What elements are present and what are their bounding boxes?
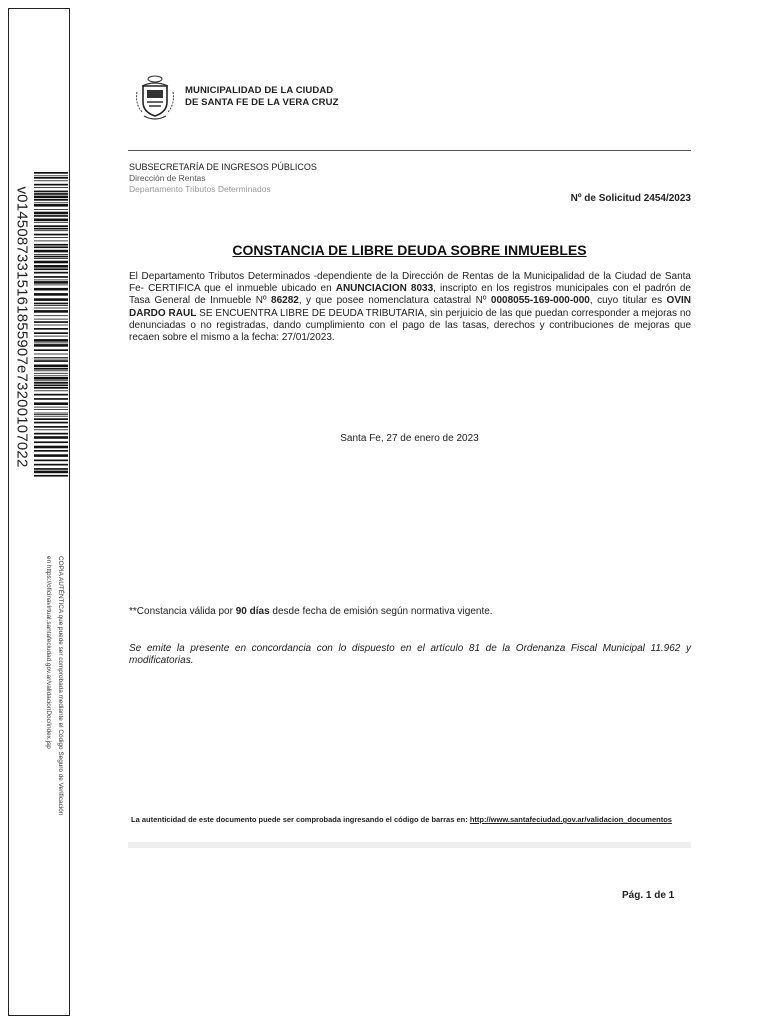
barcode-bar: [34, 191, 68, 193]
municipal-seal-icon: [134, 70, 176, 122]
validation-link[interactable]: http://www.santafeciudad.gov.ar/validacion_documentos: [469, 815, 672, 824]
barcode-bar: [34, 234, 68, 236]
barcode-bar: [34, 375, 68, 376]
barcode-bar: [34, 244, 68, 246]
paragraph-part: , y que posee nomenclatura catastral Nº: [298, 295, 491, 307]
barcode-bar: [34, 215, 68, 217]
barcode-bar: [34, 418, 68, 420]
barcode-bar: [34, 321, 68, 323]
barcode-bar: [34, 354, 68, 355]
barcode-bar: [34, 256, 68, 258]
barcode: [34, 172, 68, 478]
barcode-bar: [34, 344, 68, 347]
barcode-bar: [34, 475, 68, 477]
barcode-bar: [34, 209, 68, 210]
footer-band: [128, 842, 691, 848]
barcode-bar: [34, 360, 68, 362]
authenticity-text: La autenticidad de este documento puede ser comprobada ingresando el código de barras en:: [131, 815, 470, 824]
barcode-bar: [34, 175, 68, 176]
property-address: ANUNCIACION 8033: [335, 283, 434, 295]
barcode-bar: [34, 471, 68, 474]
barcode-bar: [34, 464, 68, 466]
barcode-bar: [34, 310, 68, 313]
barcode-bar: [34, 196, 68, 199]
barcode-bar: [34, 394, 68, 396]
barcode-bar: [34, 413, 68, 414]
barcode-bar: [34, 377, 68, 380]
barcode-bar: [34, 336, 68, 337]
left-margin-strip: [8, 8, 70, 1016]
barcode-bar: [34, 390, 68, 391]
barcode-bar: [34, 280, 68, 281]
barcode-bar: [34, 212, 68, 215]
barcode-bar: [34, 332, 68, 334]
barcode-bar: [34, 429, 68, 430]
barcode-bar: [34, 288, 68, 291]
barcode-bar: [34, 385, 68, 387]
barcode-bar: [34, 460, 68, 462]
barcode-bar: [34, 325, 68, 326]
paragraph-part: , inscripto en los registros municipales con el padrón de Tasa General de Inmueble Nº: [129, 283, 691, 307]
barcode-bar: [34, 450, 68, 452]
barcode-bar: [34, 230, 68, 231]
departamento-label: Departamento Tributos Determinados: [129, 184, 271, 194]
barcode-bar: [34, 433, 68, 435]
barcode-bar: [34, 172, 68, 174]
barcode-bar: [34, 202, 68, 203]
paragraph-part: , cuyo titular es: [589, 295, 667, 307]
barcode-bar: [34, 254, 68, 255]
header-divider: [128, 150, 691, 151]
subsecretaria-label: SUBSECRETARÍA DE INGRESOS PÚBLICOS: [129, 162, 317, 172]
barcode-bar: [34, 407, 68, 408]
barcode-bar: [34, 228, 68, 230]
barcode-bar: [34, 199, 68, 201]
barcode-bar: [34, 222, 68, 223]
barcode-bar: [34, 265, 68, 268]
barcode-bar: [34, 402, 68, 405]
barcode-bar: [34, 293, 68, 296]
barcode-bar: [34, 416, 68, 417]
barcode-bar: [34, 414, 68, 415]
barcode-bar: [34, 319, 68, 320]
barcode-bar: [34, 426, 68, 428]
request-number: Nº de Solicitud 2454/2023: [570, 193, 691, 204]
barcode-bar: [34, 250, 68, 253]
barcode-bar: [34, 441, 68, 443]
barcode-bar: [34, 368, 68, 370]
barcode-bar: [34, 454, 68, 457]
barcode-bar: [34, 328, 68, 330]
barcode-bar: [34, 308, 68, 309]
barcode-bar: [34, 409, 68, 410]
barcode-bar: [34, 436, 68, 439]
barcode-bar: [34, 241, 68, 242]
document-title: CONSTANCIA DE LIBRE DEUDA SOBRE INMUEBLES: [232, 242, 587, 258]
barcode-bar: [34, 398, 68, 400]
barcode-bar: [34, 339, 68, 342]
barcode-bar: [34, 387, 68, 389]
barcode-bar: [34, 281, 68, 284]
validity-part: desde fecha de emisión según normativa vigente.: [269, 606, 493, 617]
barcode-bar: [34, 422, 68, 424]
validity-note: [129, 606, 493, 617]
barcode-bar: [34, 373, 68, 374]
barcode-bar: [34, 285, 68, 286]
direccion-label: Dirección de Rentas: [129, 173, 206, 183]
barcode-code-wrap: [12, 186, 32, 468]
barcode-bar: [34, 187, 68, 188]
barcode-bar: [34, 357, 68, 358]
barcode-bar: [34, 365, 68, 368]
certificate-paragraph: [129, 271, 691, 344]
barcode-bar: [34, 305, 68, 306]
barcode-code: v01450873315161855907e73200107022: [13, 186, 31, 468]
paragraph-part: SE ENCUENTRA LIBRE DE DEUDA TRIBUTARIA, sin perjuicio de las que puedan corresponder a mejoras no denunciadas o no registradas, dando cumplimiento con el pago de las tasas, derechos y contribuciones de mejoras que recaen sobre el mismo a la fecha: 27/01/2023.: [129, 307, 691, 344]
padron-number: 86282: [271, 295, 299, 307]
barcode-bar: [34, 219, 68, 222]
barcode-bar: [34, 349, 68, 351]
barcode-bar: [34, 382, 68, 384]
cadastral-number: 0008055-169-000-000: [490, 295, 590, 307]
barcode-bar: [34, 204, 68, 207]
barcode-bar: [34, 237, 68, 238]
page-number: Pág. 1 de 1: [622, 890, 675, 901]
barcode-bar: [34, 446, 68, 449]
barcode-bar: [34, 184, 68, 186]
validity-part: **Constancia válida por: [129, 606, 236, 617]
municipality-name: [185, 85, 338, 109]
barcode-bar: [34, 298, 68, 301]
barcode-bar: [34, 303, 68, 305]
barcode-bar: [34, 258, 68, 259]
barcode-bar: [34, 180, 68, 181]
barcode-bar: [34, 370, 68, 371]
barcode-bar: [34, 225, 68, 227]
municipality-line-2: DE SANTA FE DE LA VERA CRUZ: [185, 97, 339, 108]
barcode-bar: [34, 380, 68, 381]
barcode-bar: [34, 177, 68, 179]
barcode-bar: [34, 359, 68, 360]
validity-days: 90 días: [235, 606, 270, 617]
barcode-bar: [34, 261, 68, 264]
authentic-copy-note: COPIA AUTÉNTICA que puede ser comprobada mediante el Código Seguro de Verificación en https://oficinavirtual.santafeciudad.gov.ar/validacionDoc/index.jsp: [45, 556, 64, 816]
paragraph-part: El Departamento Tributos Determinados -dependiente de la Dirección de Rentas de la Municipalidad de la Ciudad de Santa Fe- CERTIFICA que el inmueble ubicado en: [129, 271, 691, 295]
authentic-copy-note-wrap: [38, 556, 68, 816]
issue-date: Santa Fe, 27 de enero de 2023: [340, 433, 479, 444]
barcode-bar: [34, 468, 68, 470]
barcode-bar: [34, 315, 68, 316]
ordinance-note: Se emite la presente en concordancia con lo dispuesto en el artículo 81 de la Ordenanza Fiscal Municipal 11.962 y modificatorias.: [129, 643, 691, 667]
barcode-bar: [34, 272, 68, 274]
barcode-bar: [34, 276, 68, 278]
barcode-bar: [34, 193, 68, 195]
owner-name: OVIN DARDO RAUL: [129, 295, 691, 319]
authenticity-note: [131, 815, 672, 824]
barcode-bar: [34, 268, 68, 270]
barcode-bar: [34, 343, 68, 344]
barcode-bar: [34, 246, 68, 248]
municipality-line-1: MUNICIPALIDAD DE LA CIUDAD: [185, 85, 334, 96]
